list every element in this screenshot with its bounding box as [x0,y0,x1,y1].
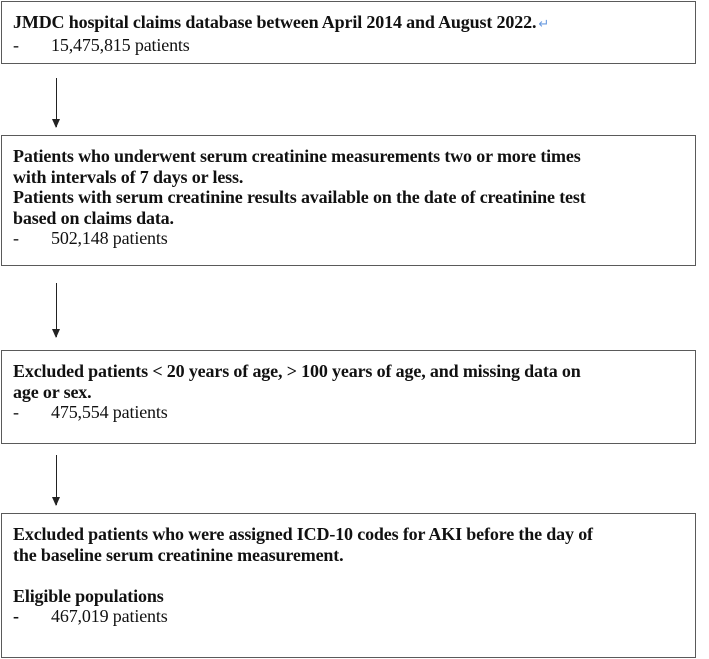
patient-count [13,228,695,249]
count-value: 15,475,815 patients [51,34,190,55]
count-value: 502,148 patients [51,228,168,248]
bullet-dash: - [13,228,19,248]
count-value: 475,554 patients [51,402,168,422]
step-line: Patients with serum creatinine results available on the date of creatinine test [13,187,586,207]
step-line: Excluded patients who were assigned ICD-10 codes for AKI before the day of [13,524,593,544]
spacer [13,565,695,586]
step-line: JMDC hospital claims database between April 2014 and August 2022. [13,12,537,32]
step-box-creatinine-measurements [1,135,696,266]
down-arrow-icon [56,455,57,505]
step-line: based on claims data. [13,207,174,228]
step-box-age-sex-exclusion [1,350,696,444]
down-arrow-icon [56,283,57,337]
patient-count [13,606,695,627]
count-value: 467,019 patients [51,606,168,626]
step-line: Excluded patients < 20 years of age, > 100 years of age, and missing data on [13,361,581,381]
return-mark-icon: ↵ [538,16,550,31]
step-line: with intervals of 7 days or less. [13,166,244,187]
step-line: age or sex. [13,381,92,402]
step-box-eligible-population [1,513,696,658]
patient-count [13,35,695,56]
step-box-source-database [1,1,696,64]
eligible-heading: Eligible populations [13,585,164,606]
bullet-dash: - [13,402,19,422]
bullet-dash: - [13,34,19,55]
step-line: Patients who underwent serum creatinine measurements two or more times [13,146,581,166]
bullet-dash: - [13,606,19,626]
patient-count [13,402,695,423]
step-text [13,12,695,35]
step-line: the baseline serum creatinine measurement. [13,544,344,565]
down-arrow-icon [56,78,57,127]
